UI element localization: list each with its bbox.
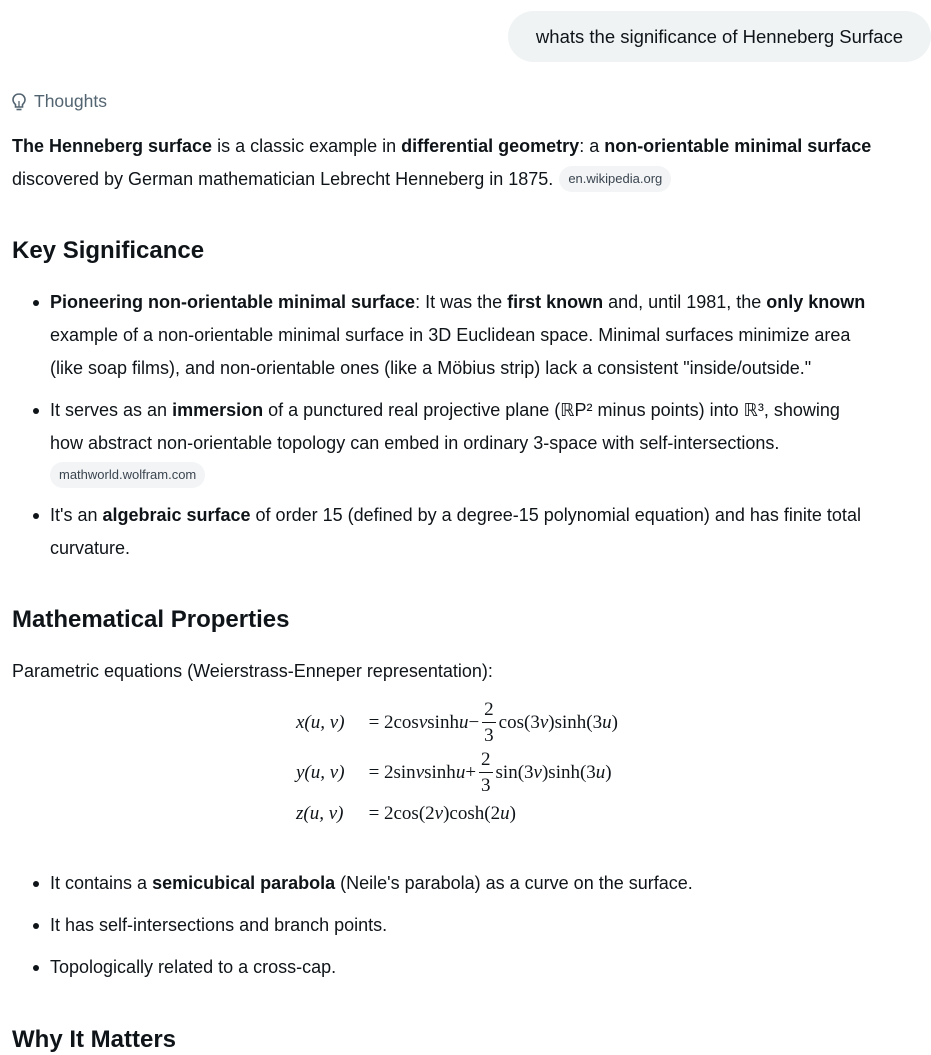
bold-text: immersion (172, 400, 264, 420)
intro-line-1 (12, 130, 871, 163)
text: of a punctured real projective plane ( (263, 400, 561, 420)
eq-term: sin(3 (495, 761, 534, 783)
eq-term: cos(3 (498, 711, 540, 733)
eq-term: )sinh(3 (548, 711, 603, 733)
eq-term: sinh (424, 761, 456, 783)
eq-term: ) (605, 761, 612, 783)
bullet-dot (33, 408, 39, 414)
equation-y (296, 750, 612, 795)
eq-var: v (415, 761, 425, 783)
intro-text-3: discovered by German mathematician Lebrecht Henneberg in 1875. (12, 169, 554, 189)
text: Topologically related to a cross-cap. (50, 957, 337, 977)
text: of order 15 (defined by a degree-15 polynomial equation) and has finite total (250, 505, 861, 525)
eq-sign: = (368, 761, 380, 783)
bullet-dot (33, 881, 39, 887)
text: It serves as an (50, 400, 173, 420)
source-chip-mathworld[interactable]: mathworld.wolfram.com (50, 462, 205, 488)
eq-var: u (595, 761, 606, 783)
fraction-numerator: 2 (482, 700, 496, 723)
text: how abstract non-orientable topology can embed in ordinary 3-space with self-intersections. (50, 433, 780, 453)
bold-text: first known (507, 292, 604, 312)
fraction-denominator: 3 (481, 775, 491, 796)
intro-paragraph (12, 130, 871, 196)
eq-term: ) (509, 803, 516, 824)
eq-term: ) (611, 711, 618, 733)
key-significance-list (0, 286, 865, 565)
eq-op: + (465, 761, 477, 783)
list-item (0, 394, 865, 490)
r3-symbol: ℝ³ (743, 400, 764, 420)
heading-mathematical-properties: Mathematical Properties (12, 606, 290, 633)
text: It's an (50, 505, 103, 525)
source-chip-wikipedia[interactable]: en.wikipedia.org (559, 166, 671, 192)
eq-var: u (500, 803, 510, 824)
equation-x (296, 700, 618, 745)
intro-line-2 (12, 163, 871, 196)
text: minus points) into (592, 400, 744, 420)
lightbulb-icon (10, 92, 28, 112)
user-message-bubble (508, 11, 931, 62)
eq-term: )sinh(3 (541, 761, 596, 783)
eq-term: sinh (427, 711, 459, 733)
eq-lhs: z(u, v) (296, 803, 344, 824)
bullet-dot (33, 923, 39, 929)
eq-term: 2cos(2 (384, 803, 435, 824)
eq-sign: = (368, 803, 380, 824)
text: curvature. (50, 538, 131, 558)
eq-var: v (434, 803, 444, 824)
list-item (0, 499, 865, 565)
text: and, until 1981, the (603, 292, 767, 312)
list-item (0, 867, 693, 900)
equations-intro (12, 655, 493, 688)
list-item (0, 909, 693, 942)
text: Parametric equations (Weierstrass-Enneper representation): (12, 661, 493, 681)
user-message-text: whats the significance of Henneberg Surface (535, 25, 904, 47)
fraction (482, 700, 496, 745)
bullet-dot (33, 300, 39, 306)
text: example of a non-orientable minimal surface in 3D Euclidean space. Minimal surfaces minimize area (50, 325, 851, 345)
intro-bold-2: differential geometry (401, 136, 580, 156)
thoughts-toggle[interactable] (10, 91, 107, 112)
intro-text-2: : a (579, 136, 605, 156)
eq-lhs: x(u, v) (296, 711, 345, 733)
thoughts-label: Thoughts (34, 91, 107, 111)
eq-var: u (458, 711, 469, 733)
bold-text: only known (766, 292, 866, 312)
intro-text-1: is a classic example in (212, 136, 402, 156)
properties-list (0, 867, 693, 984)
bold-text: Pioneering non-orientable minimal surface (50, 292, 416, 312)
text: (Neile's parabola) as a curve on the surface. (335, 873, 693, 893)
bullet-dot (33, 965, 39, 971)
text: : It was the (415, 292, 508, 312)
eq-var: u (602, 711, 612, 733)
text: It has self-intersections and branch points. (50, 915, 388, 935)
intro-bold-3: non-orientable minimal surface (604, 136, 872, 156)
eq-term: 2sin (384, 761, 416, 783)
eq-term: 2cos (384, 711, 419, 733)
eq-var: v (539, 711, 549, 733)
bullet-dot (33, 513, 39, 519)
text: , showing (763, 400, 840, 420)
heading-why-it-matters: Why It Matters (12, 1026, 177, 1053)
bold-text: algebraic surface (102, 505, 251, 525)
list-item (0, 951, 693, 984)
text: (like soap films), and non-orientable ones (like a Möbius strip) lack a consistent "inside/outside." (50, 358, 812, 378)
heading-key-significance: Key Significance (12, 237, 205, 264)
rp2-symbol: ℝP² (560, 400, 593, 420)
eq-var: v (533, 761, 542, 783)
eq-var: u (455, 761, 466, 783)
fraction-numerator: 2 (479, 750, 493, 773)
equation-z (296, 803, 516, 825)
intro-bold-1: The Henneberg surface (12, 136, 213, 156)
fraction-denominator: 3 (484, 725, 494, 746)
eq-lhs: y(u, v) (296, 761, 345, 783)
bold-text: semicubical parabola (152, 873, 336, 893)
eq-sign: = (368, 711, 380, 733)
text: It contains a (50, 873, 153, 893)
eq-op: − (468, 711, 480, 733)
eq-var: v (418, 711, 428, 733)
list-item (0, 286, 865, 385)
eq-term: )cosh(2 (443, 803, 501, 824)
fraction (479, 750, 493, 795)
